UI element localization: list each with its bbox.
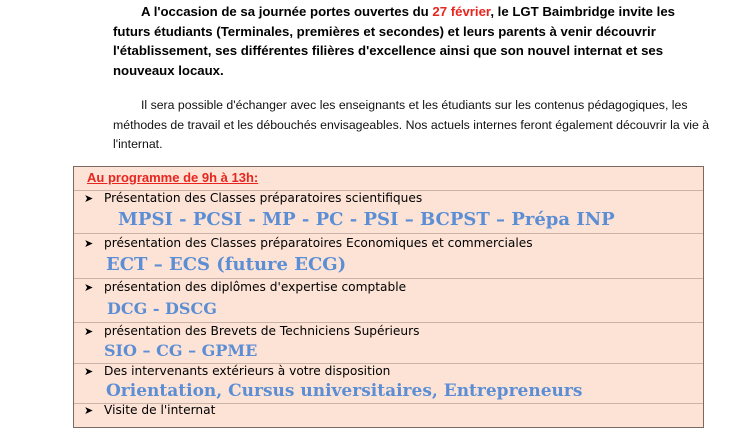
programme-item-detail: DCG - DSCG <box>107 299 217 318</box>
programme-header: Au programme de 9h à 13h: <box>87 170 259 185</box>
programme-item-detail: SIO – CG – GPME <box>104 341 258 360</box>
programme-item <box>84 364 390 378</box>
programme-item <box>84 236 533 250</box>
programme-box <box>73 166 704 428</box>
arrow-bullet-icon: ➤ <box>84 365 94 378</box>
programme-item <box>84 403 215 417</box>
second-paragraph <box>113 96 713 155</box>
row-divider <box>74 233 703 234</box>
programme-item-label: présentation des diplômes d'expertise comptable <box>104 280 407 294</box>
row-divider <box>74 278 703 279</box>
second-paragraph-text: Il sera possible d'échanger avec les enseignants et les étudiants sur les contenus pédagogiques, les méthodes de travail et les débouchés envisageables. Nos actuels internes feront également découvrir la vie à l'internat. <box>113 98 710 151</box>
arrow-bullet-icon: ➤ <box>84 192 94 205</box>
programme-item <box>84 324 420 338</box>
programme-item <box>84 191 422 205</box>
intro-text-end: , le LGT Baimbridge invite les futurs étudiants (Terminales, premières et secondes) et leurs parents à venir découvrir l'établissement, ses différentes filières d'excellence ainsi que son nouvel internat et ses nouveaux locaux. <box>113 4 675 78</box>
arrow-bullet-icon: ➤ <box>84 404 94 417</box>
programme-item <box>84 280 406 294</box>
intro-paragraph <box>113 2 713 80</box>
intro-text-start: A l'occasion de sa journée portes ouvertes du <box>141 4 433 19</box>
arrow-bullet-icon: ➤ <box>84 281 94 294</box>
row-divider <box>74 322 703 323</box>
programme-item-label: Présentation des Classes préparatoires scientifiques <box>104 191 423 205</box>
programme-item-label: Des intervenants extérieurs à votre disposition <box>104 364 391 378</box>
programme-item-label: Visite de l'internat <box>104 403 216 417</box>
programme-item-label: présentation des Classes préparatoires Economiques et commerciales <box>104 236 533 250</box>
programme-item-detail: MPSI - PCSI - MP - PC - PSI – BCPST – Prépa INP <box>118 209 615 230</box>
arrow-bullet-icon: ➤ <box>84 237 94 250</box>
programme-item-detail: ECT – ECS (future ECG) <box>106 254 347 275</box>
event-date: 27 février <box>432 4 491 19</box>
arrow-bullet-icon: ➤ <box>84 325 94 338</box>
programme-item-detail: Orientation, Cursus universitaires, Entrepreneurs <box>106 381 583 401</box>
programme-item-label: présentation des Brevets de Techniciens Supérieurs <box>104 324 420 338</box>
